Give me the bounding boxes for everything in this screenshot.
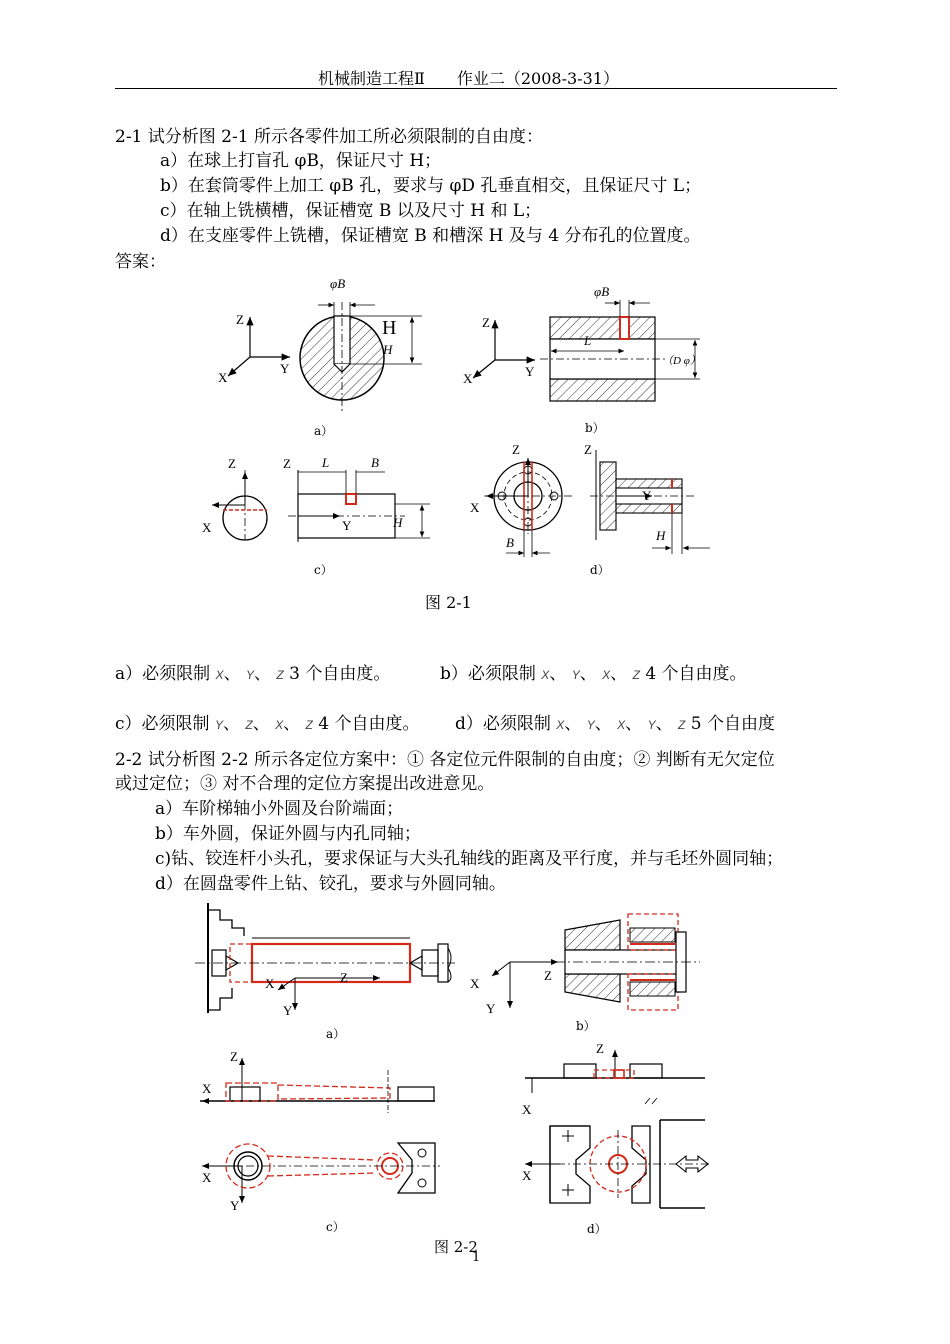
- fig2-c-x-label: X: [202, 1081, 212, 1096]
- fig1-d-z-label: Z: [512, 442, 520, 457]
- fig2-b: [470, 914, 700, 1033]
- q2-item-c: c)钻、铰连杆小头孔，要求保证与大头孔轴线的距离及平行度，并与毛坯外圆同轴；: [155, 849, 784, 869]
- fig2-a: [195, 903, 455, 1041]
- fig2-d-z-label: Z: [596, 1041, 604, 1056]
- q1-item-c: c）在轴上铣横槽，保证槽宽 B 以及尺寸 H 和 L；: [160, 201, 542, 221]
- fig1-b: [463, 284, 701, 435]
- fig1-a-y-label: Y: [280, 361, 290, 376]
- fig2-d-x-label: X: [522, 1102, 532, 1117]
- fig1-b-caption: b）: [585, 421, 605, 435]
- fig1-d-caption: d）: [590, 563, 610, 577]
- fig1-b-x-label: X: [463, 371, 473, 386]
- q2-title-line1: 2-2 试分析图 2-2 所示各定位方案中：① 各定位元件限制的自由度；② 判断有无欠定位: [115, 750, 775, 770]
- fig1-d-x-label: X: [470, 500, 480, 515]
- fig1-d-z2-label: Z: [584, 442, 592, 457]
- fig1-d-B: B: [506, 535, 514, 550]
- fig1-b-y-label: Y: [525, 364, 535, 379]
- fig2-c-z-label: Z: [230, 1049, 238, 1064]
- fig1-a-z-label: Z: [236, 312, 244, 327]
- fig2-a-y-label: Y: [283, 1003, 293, 1018]
- q2-item-d: d）在圆盘零件上钻、铰孔，要求与外圆同轴。: [155, 874, 506, 894]
- fig2-c-y-label: Y: [230, 1198, 240, 1213]
- fig2-b-z-label: Z: [544, 968, 552, 983]
- fig2-caption: 图 2-2: [434, 1238, 478, 1256]
- answer-c: c）必须限制 Y、 Z、 X、 Z 4 个自由度。: [115, 714, 420, 734]
- fig1-c-B: B: [371, 455, 379, 470]
- answer-d: d）必须限制 X、 Y、 X、 Y、 Z 5 个自由度: [455, 714, 775, 734]
- fig1-c-L: L: [322, 455, 330, 470]
- fig2-d: [522, 1041, 710, 1236]
- q2-title-line2: 或过定位；③ 对不合理的定位方案提出改进意见。: [115, 774, 495, 794]
- page-header: 机械制造工程Ⅱ 作业二（2008-3-31）: [318, 69, 619, 88]
- figure-2-1: [190, 272, 750, 592]
- fig2-d-caption: d）: [587, 1222, 607, 1236]
- fig2-c: [200, 1049, 440, 1234]
- fig1-a-H-big: H: [382, 317, 397, 339]
- q1-item-b: b）在套筒零件上加工 φB 孔，要求与 φD 孔垂直相交，且保证尺寸 L；: [160, 176, 702, 196]
- fig1-b-L: L: [584, 333, 592, 348]
- fig1-a-x-label: X: [218, 370, 228, 385]
- q1-item-d: d）在支座零件上铣槽，保证槽宽 B 和槽深 H 及与 4 分布孔的位置度。: [160, 226, 701, 246]
- fig2-d-x2-label: X: [522, 1168, 532, 1183]
- fig1-b-phiB: φB: [594, 284, 610, 299]
- fig1-d: [470, 442, 710, 577]
- fig1-a-caption: a）: [314, 424, 334, 438]
- fig1-a-phiB: φB: [330, 276, 346, 291]
- answer-a: a）必须限制 X、 Y、 Z 3 个自由度。: [115, 664, 391, 684]
- fig1-d-H: H: [656, 528, 666, 543]
- fig1-c-z-label: Z: [228, 456, 236, 471]
- fig2-a-caption: a）: [326, 1027, 346, 1041]
- fig1-c-caption: c）: [314, 563, 333, 577]
- fig1-c-H: H: [393, 515, 403, 530]
- fig1-c: [202, 455, 430, 577]
- fig1-c-z2-label: Z: [283, 456, 291, 471]
- fig2-a-z-label: Z: [340, 970, 348, 985]
- fig1-b-phiD: （D φ）: [662, 355, 701, 367]
- header-rule: [115, 88, 837, 89]
- answer-label: 答案：: [115, 252, 166, 272]
- fig2-b-caption: b）: [576, 1019, 596, 1033]
- q1-title: 2-1 试分析图 2-1 所示各零件加工所必须限制的自由度：: [115, 127, 543, 147]
- answer-b: b）必须限制 X、 Y、 X、 Z 4 个自由度。: [440, 664, 747, 684]
- page-number: 1: [472, 1250, 481, 1265]
- fig2-b-x-label: X: [470, 976, 480, 991]
- q2-item-b: b）车外圆，保证外圆与内孔同轴；: [155, 824, 421, 844]
- fig2-a-x-label: X: [265, 976, 275, 991]
- fig2-c-caption: c）: [326, 1220, 345, 1234]
- fig1-d-y-label: Y: [642, 488, 652, 503]
- fig2-b-y-label: Y: [486, 1001, 496, 1016]
- q2-item-a: a）车阶梯轴小外圆及台阶端面；: [155, 799, 404, 819]
- fig1-b-z-label: Z: [482, 315, 490, 330]
- fig1-a-H: H: [383, 342, 393, 357]
- fig1-caption: 图 2-1: [425, 593, 472, 612]
- figure-2-2: [190, 898, 730, 1243]
- q1-item-a: a）在球上打盲孔 φB，保证尺寸 H；: [160, 151, 442, 171]
- fig1-a: [218, 276, 422, 438]
- fig1-c-y-label: Y: [342, 518, 352, 533]
- fig1-c-x-label: X: [202, 520, 212, 535]
- fig2-c-x2-label: X: [202, 1170, 212, 1185]
